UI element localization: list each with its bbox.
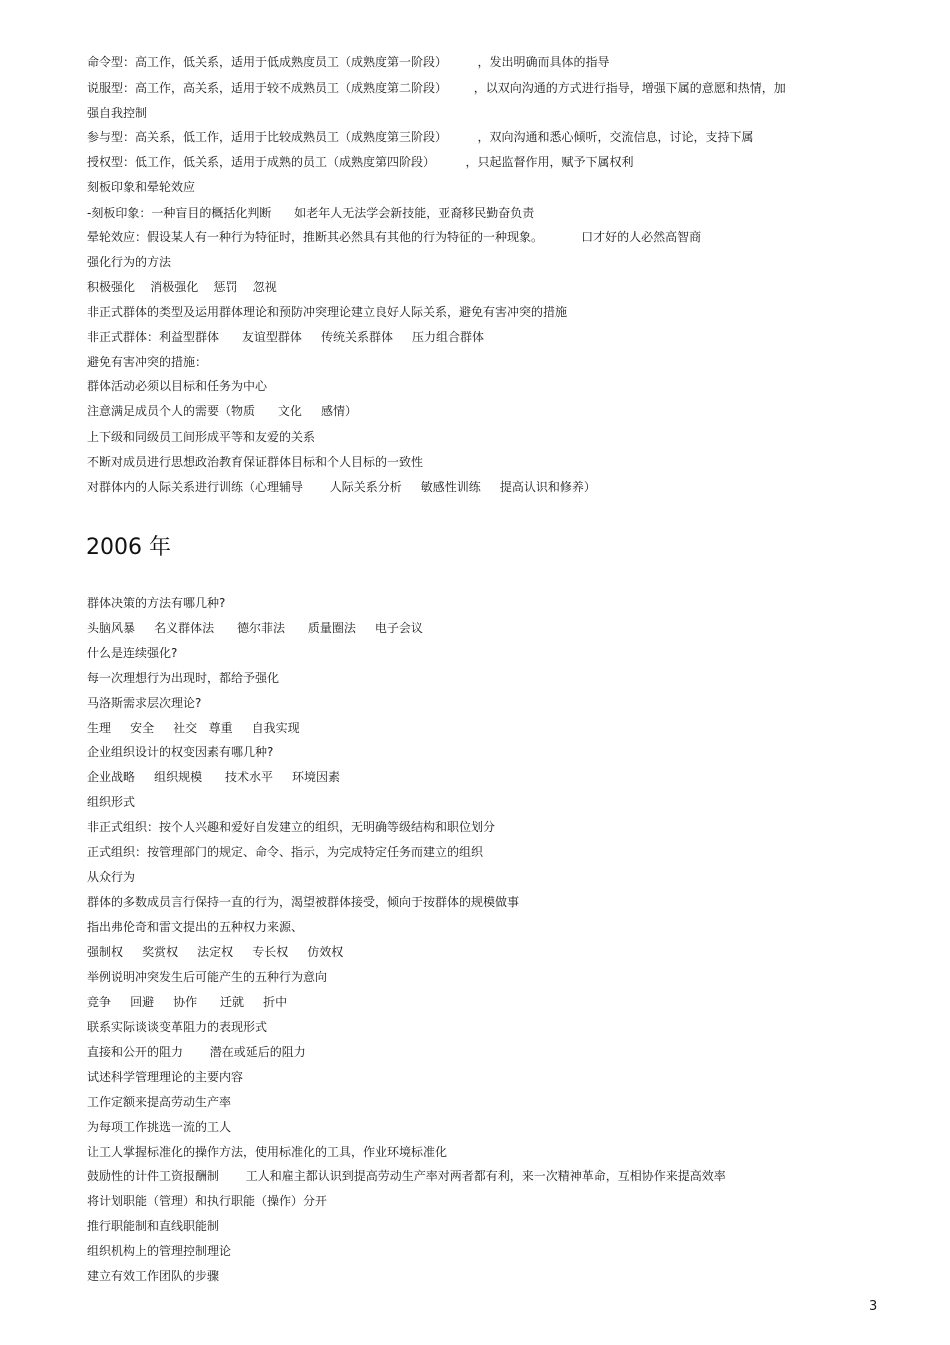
text-line: 指出弗伦奇和雷文提出的五种权力来源、 (87, 920, 304, 934)
text-line: 正式组织：按管理部门的规定、命令、指示，为完成特定任务而建立的组织 (87, 845, 484, 859)
text-line: 组织形式 (87, 795, 136, 809)
text-line: 马洛斯需求层次理论? (87, 696, 202, 710)
text-line: 举例说明冲突发生后可能产生的五种行为意向 (87, 970, 328, 984)
section-heading: 2006 年 (86, 535, 171, 560)
text-line: 非正式群体的类型及运用群体理论和预防冲突理论建立良好人际关系，避免有害冲突的措施 (87, 305, 568, 319)
text-line: 参与型：高关系，低工作，适用于比较成熟员工（成熟度第三阶段） ，双向沟通和悉心倾听，交流信息，讨论，支持下属 (87, 130, 754, 144)
text-line: 群体决策的方法有哪几种? (87, 596, 226, 610)
page-number: 3 (869, 1299, 878, 1314)
text-line: 联系实际谈谈变革阻力的表现形式 (87, 1020, 268, 1034)
text-line: 什么是连续强化? (87, 646, 178, 660)
text-line: 积极强化 消极强化 惩罚 忽视 (87, 280, 277, 294)
text-line: 试述科学管理理论的主要内容 (87, 1070, 244, 1084)
text-line: 说服型：高工作，高关系，适用于较不成熟员工（成熟度第二阶段） ，以双向沟通的方式进行指导，增强下属的意愿和热情，加 (87, 81, 786, 95)
text-line: 组织机构上的管理控制理论 (87, 1244, 232, 1258)
text-line: 非正式组织：按个人兴趣和爱好自发建立的组织，无明确等级结构和职位划分 (87, 820, 496, 834)
text-line: -刻板印象：一种盲目的概括化判断 如老年人无法学会新技能，亚裔移民勤奋负责 (87, 206, 535, 220)
text-line: 不断对成员进行思想政治教育保证群体目标和个人目标的一致性 (87, 455, 424, 469)
text-line: 企业战略 组织规模 技术水平 环境因素 (87, 770, 341, 784)
text-line: 工作定额来提高劳动生产率 (87, 1095, 232, 1109)
text-line: 推行职能制和直线职能制 (87, 1219, 220, 1233)
text-line: 竞争 回避 协作 迁就 折中 (87, 995, 288, 1009)
text-line: 强制权 奖赏权 法定权 专长权 仿效权 (87, 945, 344, 959)
text-line: 每一次理想行为出现时，都给予强化 (87, 671, 280, 685)
text-line: 非正式群体：利益型群体 友谊型群体 传统关系群体 压力组合群体 (87, 330, 485, 344)
text-line: 鼓励性的计件工资报酬制 工人和雇主都认识到提高劳动生产率对两者都有利，来一次精神革命，互相协作来提高效率 (87, 1169, 726, 1183)
text-line: 注意满足成员个人的需要（物质 文化 感情） (87, 404, 357, 418)
text-line: 强化行为的方法 (87, 255, 172, 269)
text-line: 对群体内的人际关系进行训练（心理辅导 人际关系分析 敏感性训练 提高认识和修养） (87, 480, 596, 494)
text-line: 命令型：高工作，低关系，适用于低成熟度员工（成熟度第一阶段） ，发出明确而具体的指导 (87, 55, 610, 69)
text-line: 将计划职能（管理）和执行职能（操作）分开 (87, 1194, 328, 1208)
text-line: 从众行为 (87, 870, 136, 884)
text-line: 上下级和同级员工间形成平等和友爱的关系 (87, 430, 316, 444)
text-line: 建立有效工作团队的步骤 (87, 1269, 220, 1283)
text-line: 晕轮效应：假设某人有一种行为特征时，推断其必然具有其他的行为特征的一种现象。 口才好的人必然高智商 (87, 230, 702, 244)
text-line: 生理 安全 社交 尊重 自我实现 (87, 721, 300, 735)
text-line: 群体活动必须以目标和任务为中心 (87, 379, 268, 393)
text-line: 直接和公开的阻力 潜在或延后的阻力 (87, 1045, 306, 1059)
text-line: 刻板印象和晕轮效应 (87, 180, 196, 194)
text-line: 强自我控制 (87, 106, 148, 120)
text-line: 授权型：低工作，低关系，适用于成熟的员工（成熟度第四阶段） ，只起监督作用，赋予下属权利 (87, 155, 634, 169)
text-line: 让工人掌握标准化的操作方法，使用标准化的工具，作业环境标准化 (87, 1145, 448, 1159)
text-line: 避免有害冲突的措施： (87, 355, 208, 369)
text-line: 为每项工作挑选一流的工人 (87, 1120, 232, 1134)
text-line: 头脑风暴 名义群体法 德尔菲法 质量圈法 电子会议 (87, 621, 423, 635)
text-line: 群体的多数成员言行保持一直的行为，渴望被群体接受，倾向于按群体的规模做事 (87, 895, 520, 909)
text-line: 企业组织设计的权变因素有哪几种? (87, 745, 274, 759)
